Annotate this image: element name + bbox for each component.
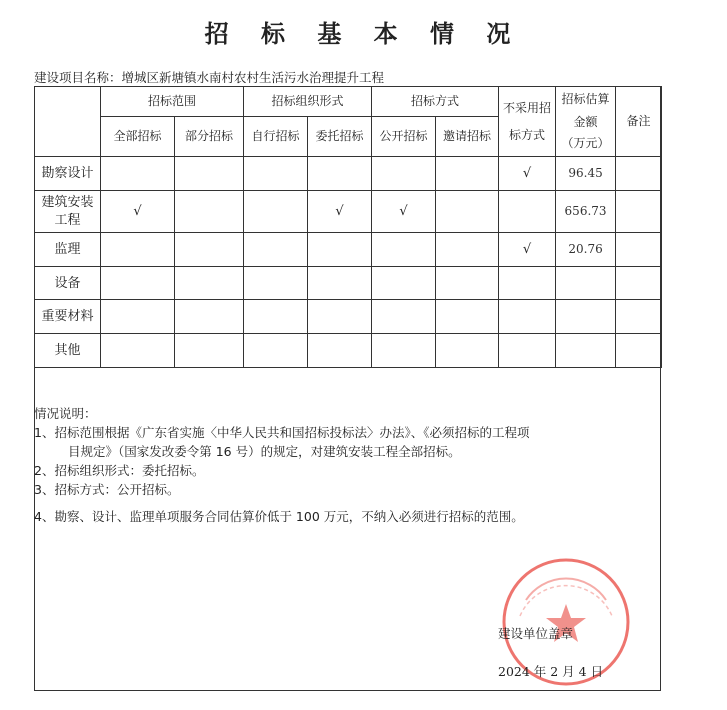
header-scope-all: 全部招标 (101, 117, 175, 157)
table-row (35, 334, 662, 368)
cell-scope-part (175, 233, 244, 267)
cell-not-adopt (499, 191, 556, 233)
cell-scope-part (175, 191, 244, 233)
header-org-self: 自行招标 (244, 117, 308, 157)
row-label: 重要材料 (35, 300, 101, 334)
header-estimate (556, 87, 616, 157)
cell-amount (556, 300, 616, 334)
table-row (35, 267, 662, 300)
cell-org-entrust (308, 233, 372, 267)
cell-scope-all (101, 233, 175, 267)
header-estimate-line2: 金额 (573, 115, 598, 129)
header-method: 招标方式 (372, 87, 499, 117)
tender-table (34, 86, 662, 368)
table-row (35, 157, 662, 191)
project-name: 建设项目名称：增城区新塘镇水南村农村生活污水治理提升工程 (34, 70, 385, 85)
cell-method-invite (436, 191, 499, 233)
row-label-line1: 建筑安装 (41, 195, 94, 210)
header-method-invite: 邀请招标 (436, 117, 499, 157)
cell-scope-all (101, 157, 175, 191)
notes-section (34, 404, 654, 526)
cell-amount: 96.45 (556, 157, 616, 191)
header-not-adopt-line2: 标方式 (509, 127, 546, 142)
cell-amount: 20.76 (556, 233, 616, 267)
header-method-open: 公开招标 (372, 117, 436, 157)
header-estimate-line3: （万元） (561, 136, 610, 150)
note-1-line-2: 目规定》（国家发改委令第 16 号）的规定，对建筑安装工程全部招标。 (68, 444, 461, 459)
sign-date: 2024 年 2 月 4 日 (498, 664, 604, 679)
cell-org-self (244, 157, 308, 191)
cell-not-adopt: √ (499, 157, 556, 191)
cell-scope-all: √ (101, 191, 175, 233)
header-scope-part: 部分招标 (175, 117, 244, 157)
cell-method-open (372, 233, 436, 267)
cell-org-self (244, 191, 308, 233)
row-label: 设备 (35, 267, 101, 300)
table-row (35, 300, 662, 334)
table-row (35, 191, 662, 233)
header-corner (35, 87, 101, 157)
note-1-line-1: 1、招标范围根据《广东省实施〈中华人民共和国招标投标法〉办法》、《必须招标的工程项 (34, 425, 530, 440)
cell-amount: 656.73 (556, 191, 616, 233)
cell-method-open: √ (372, 191, 436, 233)
cell-org-self (244, 233, 308, 267)
cell-method-invite (436, 233, 499, 267)
table-row (35, 233, 662, 267)
cell-method-invite (436, 157, 499, 191)
cell-method-open (372, 157, 436, 191)
row-label: 监理 (35, 233, 101, 267)
page-title: 招 标 基 本 情 况 (204, 20, 523, 48)
cell-remark (616, 233, 662, 267)
cell-org-entrust: √ (308, 191, 372, 233)
row-label-line2: 工程 (54, 213, 81, 228)
notes-heading: 情况说明： (34, 406, 97, 421)
cell-org-entrust (308, 157, 372, 191)
cell-amount (556, 267, 616, 300)
row-label (35, 191, 101, 233)
header-org-entrust: 委托招标 (308, 117, 372, 157)
seal-arc-text (526, 579, 606, 600)
cell-remark (616, 191, 662, 233)
note-3: 3、招标方式：公开招标。 (34, 482, 180, 497)
cell-not-adopt: √ (499, 233, 556, 267)
note-4: 4、勘察、设计、监理单项服务合同估算价低于 100 万元，不纳入必须进行招标的范围。 (34, 509, 524, 524)
header-not-adopt (499, 87, 556, 157)
signature-label: 建设单位盖章 (498, 626, 574, 641)
header-scope: 招标范围 (101, 87, 244, 117)
row-label: 勘察设计 (35, 157, 101, 191)
header-estimate-line1: 招标估算 (561, 92, 610, 106)
header-remark: 备注 (616, 87, 662, 157)
row-label: 其他 (35, 334, 101, 368)
note-2: 2、招标组织形式：委托招标。 (34, 463, 205, 478)
cell-scope-part (175, 157, 244, 191)
header-org: 招标组织形式 (244, 87, 372, 117)
header-not-adopt-line1: 不采用招 (503, 100, 552, 115)
cell-amount (556, 334, 616, 368)
cell-remark (616, 157, 662, 191)
